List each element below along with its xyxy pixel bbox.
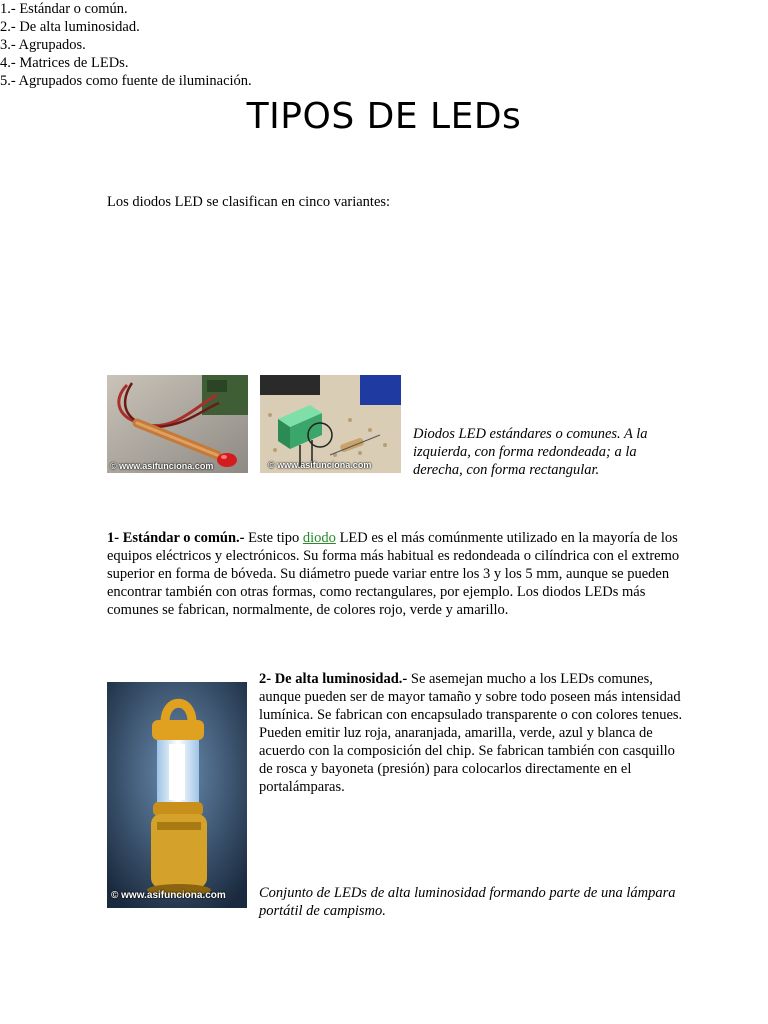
lantern-photo: [107, 682, 247, 908]
intro-text: Los diodos LED se clasifican en cinco variantes:: [107, 194, 391, 210]
section-high-brightness: [259, 670, 684, 796]
section-heading: 1- Estándar o común.-: [107, 530, 245, 546]
section-text: LED es el más comúnmente utilizado en la mayoría de los equipos eléctricos y electrónicos. Su forma más habitual es redondeada o cilíndrica con el extremo superior en forma de bóveda. Su diámetro puede variar entre los 3 y los 5 mm, aunque se pueden encontrar también con otras formas, como rectangulares, por ejemplo. Los diodos LEDs más comunes se fabrican, normalmente, de colores rojo, verde y amarillo.: [107, 530, 680, 618]
list-item: 4.- Matrices de LEDs.: [0, 55, 129, 71]
section-text: Se asemejan mucho a los LEDs comunes, aunque pueden ser de mayor tamaño y sobre todo poseen más intensidad lumínica. Se fabrican con encapsulado transparente o con colores tenues. Pueden emitir luz roja, anaranjada, amarilla, verde, azul y blanca de acuerdo con la composición del chip. Se fabrican también con casquillo de rosca y bayoneta (presión) para colocarlos directamente en el portalámparas.: [259, 671, 683, 795]
watermark: © www.asifunciona.com: [110, 461, 214, 471]
section-heading: 2- De alta luminosidad.-: [259, 671, 408, 687]
caption-standard-leds: Diodos LED estándares o comunes. A la izquierda, con forma redondeada; a la derecha, con forma rectangular.: [413, 426, 648, 478]
page-title: TIPOS DE LEDs: [246, 96, 522, 137]
list-item: 3.- Agrupados.: [0, 37, 86, 53]
rectangular-led-photo: [260, 375, 401, 473]
round-led-illustration: [107, 375, 248, 473]
list-item: 5.- Agrupados como fuente de iluminación.: [0, 73, 252, 89]
caption-lantern: Conjunto de LEDs de alta luminosidad formando parte de una lámpara portátil de campismo.: [259, 885, 676, 919]
rectangular-led-illustration: [260, 375, 401, 473]
round-led-photo: [107, 375, 248, 473]
variant-list: [0, 0, 768, 90]
diodo-link[interactable]: diodo: [302, 530, 336, 546]
section-text: Este tipo: [244, 530, 303, 546]
list-item: 1.- Estándar o común.: [0, 1, 128, 17]
lantern-illustration: [107, 682, 247, 908]
list-item: 2.- De alta luminosidad.: [0, 19, 140, 35]
watermark: © www.asifunciona.com: [111, 890, 226, 901]
watermark: © www.asifunciona.com: [268, 460, 372, 470]
section-standard: [107, 529, 682, 619]
